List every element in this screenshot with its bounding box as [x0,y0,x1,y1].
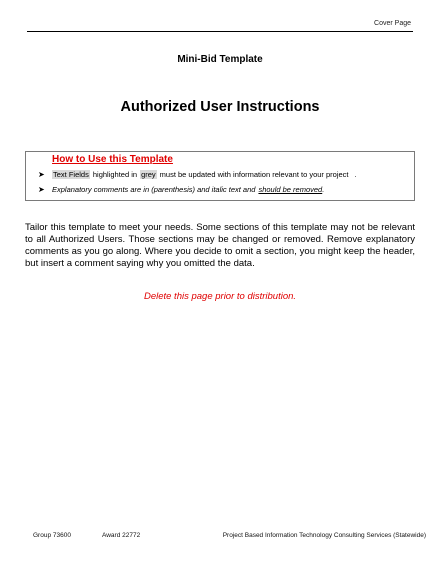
footer-group: Group 73600 [33,532,71,539]
bullet1-text-b: must be updated with information relevant to your project [159,170,349,179]
document-title: Authorized User Instructions [120,99,320,115]
instructions-box [25,151,415,201]
text-field-sample: Text Fields [53,170,89,179]
bullet2-text-a: Explanatory comments are in (parenthesis) and italic text and [52,185,256,194]
bullet2-trailing: . [322,185,325,194]
bullet2-underlined: should be removed [258,185,323,194]
arrow-bullet-icon: ➤ [38,185,45,194]
grey-word: grey [141,170,156,179]
bullet1-text-a: highlighted in [92,170,138,179]
instruction-bullet-comments [38,185,324,194]
tailoring-paragraph: Tailor this template to meet your needs. Some sections of this template may not be relevant to all Authorized Users. Those sections may be changed or removed. Remove explanatory comments as you go along. Where you decide to omit a section, you might keep the header, but insert a comment saying why you omitted the data. [25,222,415,269]
header-divider [27,31,413,32]
instructions-heading: How to Use this Template [52,154,173,165]
footer-award: Award 22772 [102,532,141,539]
instruction-bullet-text-fields [38,170,357,179]
footer-project: Project Based Information Technology Consulting Services (Statewide) [222,532,426,539]
page-label: Cover Page [374,20,411,27]
delete-note: Delete this page prior to distribution. [143,291,297,302]
bullet1-trailing: . [354,170,357,179]
document-subtitle: Mini-Bid Template [177,54,263,65]
arrow-bullet-icon: ➤ [38,170,45,179]
